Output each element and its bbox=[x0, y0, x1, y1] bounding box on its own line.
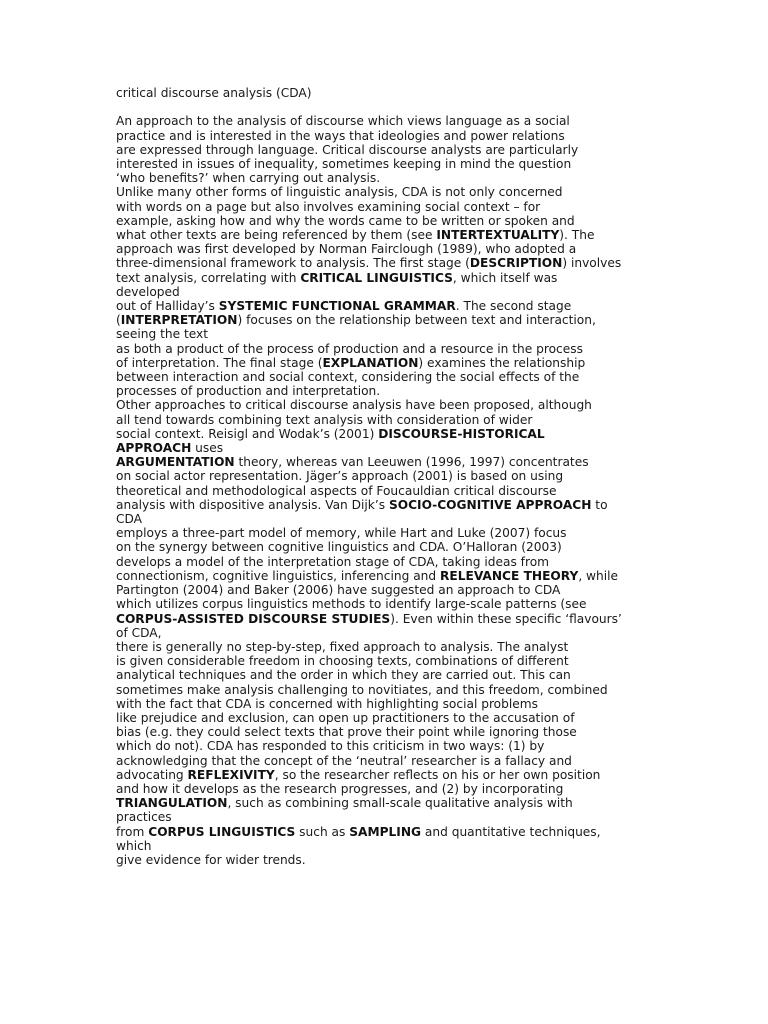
text-line bbox=[116, 484, 656, 498]
text-line bbox=[116, 782, 656, 796]
text-run: to bbox=[591, 497, 608, 512]
text-run: uses bbox=[191, 441, 224, 456]
text-line bbox=[116, 384, 656, 398]
text-run: with the fact that CDA is concerned with highlighting social problems bbox=[116, 696, 538, 711]
document-body bbox=[116, 86, 656, 867]
text-line bbox=[116, 370, 656, 384]
text-line bbox=[116, 171, 656, 185]
text-line bbox=[116, 654, 656, 668]
bold-term: SAMPLING bbox=[349, 824, 422, 839]
text-line bbox=[116, 725, 656, 739]
text-line bbox=[116, 271, 656, 285]
bold-term: ARGUMENTATION bbox=[116, 455, 235, 470]
bold-term: CORPUS-ASSISTED DISCOURSE STUDIES bbox=[116, 611, 391, 626]
text-line bbox=[116, 768, 656, 782]
text-line bbox=[116, 626, 656, 640]
bold-term: REFLEXIVITY bbox=[187, 767, 275, 782]
bold-term: RELEVANCE THEORY bbox=[440, 568, 579, 583]
text-line bbox=[116, 526, 656, 540]
text-line bbox=[116, 711, 656, 725]
text-run: , so the researcher reflects on his or her own position bbox=[274, 767, 601, 782]
text-run: and how it develops as the research progresses, and (2) by incorporating bbox=[116, 781, 564, 796]
text-run: , such as combining small-scale qualitative analysis with bbox=[227, 796, 573, 811]
text-run: interested in issues of inequality, sometimes keeping in mind the question bbox=[116, 157, 572, 171]
text-run: is given considerable freedom in choosing texts, combinations of different bbox=[116, 654, 569, 669]
text-run: ( bbox=[116, 313, 121, 328]
text-line bbox=[116, 597, 656, 611]
text-line bbox=[116, 668, 656, 682]
text-line bbox=[116, 200, 656, 214]
text-run: ) examines the relationship bbox=[418, 355, 586, 370]
text-run: give evidence for wider trends. bbox=[116, 852, 306, 867]
text-line bbox=[116, 512, 656, 526]
bold-term: EXPLANATION bbox=[322, 355, 419, 370]
text-line bbox=[116, 285, 656, 299]
text-line bbox=[116, 540, 656, 554]
text-run: employs a three-part model of memory, while Hart and Luke (2007) focus bbox=[116, 526, 567, 541]
text-run: text analysis, correlating with bbox=[116, 270, 301, 285]
text-line bbox=[116, 754, 656, 768]
text-line bbox=[116, 469, 656, 483]
text-run: three-dimensional framework to analysis. The first stage ( bbox=[116, 256, 470, 271]
body-text bbox=[116, 114, 656, 867]
text-run: as both a product of the process of production and a resource in the process bbox=[116, 341, 583, 356]
text-run: there is generally no step-by-step, fixed approach to analysis. The analyst bbox=[116, 639, 569, 654]
text-run: of CDA, bbox=[116, 625, 162, 640]
text-line bbox=[116, 398, 656, 412]
text-line bbox=[116, 739, 656, 753]
text-run: bias (e.g. they could select texts that prove their point while ignoring those bbox=[116, 725, 577, 740]
text-run: which do not). CDA has responded to this criticism in two ways: (1) by bbox=[116, 739, 545, 754]
text-run: . The second stage bbox=[455, 299, 572, 314]
text-run: ). Even within these specific ‘flavours’ bbox=[390, 611, 622, 626]
text-line bbox=[116, 185, 656, 199]
text-run: Partington (2004) and Baker (2006) have suggested an approach to CDA bbox=[116, 583, 561, 598]
text-run: Unlike many other forms of linguistic analysis, CDA is not only concerned bbox=[116, 185, 563, 200]
text-run: ) focuses on the relationship between text and interaction, bbox=[237, 313, 596, 328]
text-line bbox=[116, 214, 656, 228]
text-line bbox=[116, 228, 656, 242]
text-line bbox=[116, 157, 656, 171]
text-run: example, asking how and why the words came to be written or spoken and bbox=[116, 213, 575, 228]
text-run: from bbox=[116, 824, 149, 839]
text-run: analytical techniques and the order in which they are carried out. This can bbox=[116, 668, 571, 683]
text-line bbox=[116, 356, 656, 370]
text-run: what other texts are being referenced by them (see bbox=[116, 228, 437, 243]
text-line bbox=[116, 796, 656, 810]
bold-term: SOCIO-COGNITIVE APPROACH bbox=[388, 497, 592, 512]
bold-term: CORPUS LINGUISTICS bbox=[148, 824, 296, 839]
text-line bbox=[116, 143, 656, 157]
text-line bbox=[116, 342, 656, 356]
text-line bbox=[116, 683, 656, 697]
text-run: acknowledging that the concept of the ‘neutral’ researcher is a fallacy and bbox=[116, 753, 572, 768]
text-line bbox=[116, 498, 656, 512]
text-run: on social actor representation. Jäger’s approach (2001) is based on using bbox=[116, 469, 564, 484]
text-run: ‘who benefits?’ when carrying out analysis. bbox=[116, 171, 381, 186]
text-line bbox=[116, 427, 656, 441]
text-line bbox=[116, 555, 656, 569]
text-run: developed bbox=[116, 284, 180, 299]
bold-term: DESCRIPTION bbox=[469, 256, 563, 271]
text-line bbox=[116, 640, 656, 654]
text-run: seeing the text bbox=[116, 327, 208, 342]
text-line bbox=[116, 853, 656, 867]
text-line bbox=[116, 825, 656, 839]
text-run: like prejudice and exclusion, can open up practitioners to the accusation of bbox=[116, 710, 575, 725]
text-line bbox=[116, 413, 656, 427]
bold-term: APPROACH bbox=[116, 441, 192, 456]
bold-term: SYSTEMIC FUNCTIONAL GRAMMAR bbox=[218, 299, 456, 314]
document-title: critical discourse analysis (CDA) bbox=[116, 86, 312, 100]
text-run: which bbox=[116, 838, 152, 853]
bold-term: CRITICAL LINGUISTICS bbox=[300, 270, 453, 285]
text-run: theory, whereas van Leeuwen (1996, 1997) concentrates bbox=[234, 455, 589, 470]
text-run: , which itself was bbox=[452, 270, 558, 285]
text-line bbox=[116, 441, 656, 455]
blank-line bbox=[116, 100, 656, 114]
text-line bbox=[116, 612, 656, 626]
text-run: advocating bbox=[116, 767, 188, 782]
text-run: sometimes make analysis challenging to novitiates, and this freedom, combined bbox=[116, 682, 608, 697]
text-run: such as bbox=[295, 824, 350, 839]
text-line bbox=[116, 455, 656, 469]
bold-term: INTERPRETATION bbox=[120, 313, 238, 328]
text-run: between interaction and social context, considering the social effects of the bbox=[116, 370, 580, 385]
text-line bbox=[116, 569, 656, 583]
text-line bbox=[116, 810, 656, 824]
text-run: approach was first developed by Norman Fairclough (1989), who adopted a bbox=[116, 242, 577, 257]
text-run: CDA bbox=[116, 512, 143, 527]
bold-term: DISCOURSE-HISTORICAL bbox=[378, 426, 545, 441]
text-run: analysis with dispositive analysis. Van Dijk’s bbox=[116, 497, 389, 512]
text-line bbox=[116, 313, 656, 327]
text-run: of interpretation. The final stage ( bbox=[116, 355, 323, 370]
text-run: ) involves bbox=[562, 256, 622, 271]
text-line bbox=[116, 114, 656, 128]
text-line bbox=[116, 583, 656, 597]
text-run: and quantitative techniques, bbox=[421, 824, 601, 839]
bold-term: INTERTEXTUALITY bbox=[436, 228, 560, 243]
text-line bbox=[116, 327, 656, 341]
text-run: processes of production and interpretation. bbox=[116, 384, 381, 399]
text-run: on the synergy between cognitive linguistics and CDA. O’Halloran (2003) bbox=[116, 540, 562, 555]
text-run: ). The bbox=[559, 228, 595, 243]
text-run: out of Halliday’s bbox=[116, 299, 219, 314]
text-run: social context. Reisigl and Wodak’s (2001) bbox=[116, 426, 379, 441]
bold-term: TRIANGULATION bbox=[116, 796, 228, 811]
text-line bbox=[116, 129, 656, 143]
text-run: theoretical and methodological aspects of Foucauldian critical discourse bbox=[116, 483, 557, 498]
text-run: connectionism, cognitive linguistics, inferencing and bbox=[116, 568, 441, 583]
text-run: practices bbox=[116, 810, 172, 825]
text-run: all tend towards combining text analysis with consideration of wider bbox=[116, 412, 533, 427]
text-run: , while bbox=[578, 568, 619, 583]
text-line bbox=[116, 697, 656, 711]
text-run: practice and is interested in the ways that ideologies and power relations bbox=[116, 128, 565, 143]
text-run: with words on a page but also involves examining social context – for bbox=[116, 199, 541, 214]
text-line bbox=[116, 256, 656, 270]
text-line bbox=[116, 242, 656, 256]
text-line bbox=[116, 299, 656, 313]
text-run: Other approaches to critical discourse analysis have been proposed, although bbox=[116, 398, 592, 413]
text-run: develops a model of the interpretation stage of CDA, taking ideas from bbox=[116, 554, 550, 569]
text-run: which utilizes corpus linguistics methods to identify large-scale patterns (see bbox=[116, 597, 587, 612]
text-run: are expressed through language. Critical discourse analysts are particularly bbox=[116, 142, 579, 157]
text-line bbox=[116, 839, 656, 853]
text-run: An approach to the analysis of discourse which views language as a social bbox=[116, 114, 570, 129]
